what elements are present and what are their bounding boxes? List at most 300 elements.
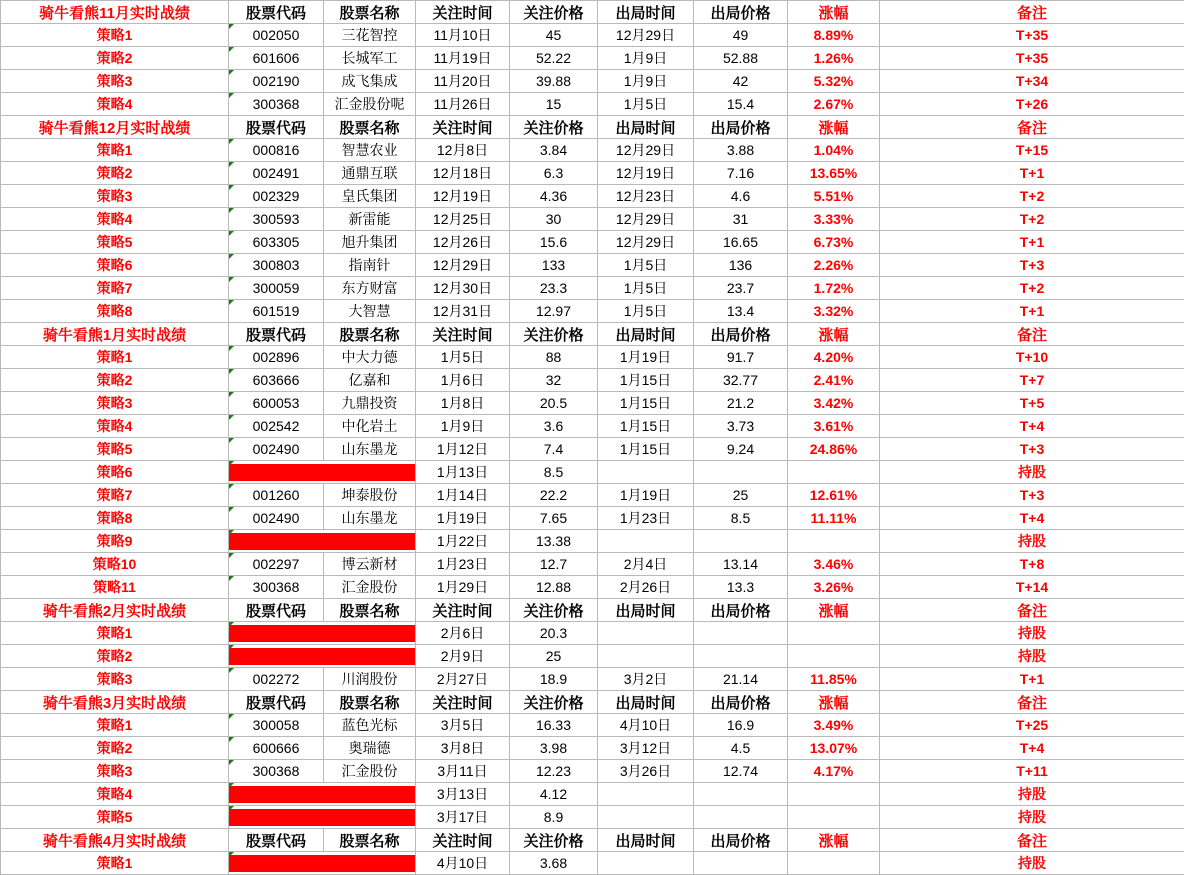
gain-percent: 1.72% xyxy=(788,277,880,300)
exit-date: 3月12日 xyxy=(598,737,694,760)
exit-price: 25 xyxy=(694,484,788,507)
watch-price: 3.68 xyxy=(510,852,598,875)
table-row xyxy=(1,139,1184,162)
watch-date: 12月26日 xyxy=(416,231,510,254)
stock-name: 亿嘉和 xyxy=(324,369,416,392)
column-header: 关注时间 xyxy=(416,691,510,714)
table-row xyxy=(1,622,1184,645)
gain-percent: 2.41% xyxy=(788,369,880,392)
strategy-label: 策略1 xyxy=(1,346,229,369)
note-text: T+35 xyxy=(880,47,1184,70)
watch-date: 12月31日 xyxy=(416,300,510,323)
watch-date: 1月9日 xyxy=(416,415,510,438)
exit-price: 13.14 xyxy=(694,553,788,576)
column-header: 备注 xyxy=(880,691,1184,714)
strategy-label: 策略2 xyxy=(1,47,229,70)
note-text: 持股 xyxy=(880,461,1184,484)
table-row xyxy=(1,438,1184,461)
watch-date: 3月13日 xyxy=(416,783,510,806)
note-text: T+14 xyxy=(880,576,1184,599)
watch-date: 1月14日 xyxy=(416,484,510,507)
stock-code: 002050 xyxy=(229,24,324,47)
section-header-row xyxy=(1,691,1184,714)
column-header: 备注 xyxy=(880,116,1184,139)
table-row xyxy=(1,47,1184,70)
watch-date: 2月27日 xyxy=(416,668,510,691)
exit-price: 4.5 xyxy=(694,737,788,760)
column-header: 出局价格 xyxy=(694,116,788,139)
gain-percent: 5.51% xyxy=(788,185,880,208)
column-header: 出局时间 xyxy=(598,116,694,139)
watch-price: 25 xyxy=(510,645,598,668)
watch-price: 18.9 xyxy=(510,668,598,691)
exit-date: 1月15日 xyxy=(598,392,694,415)
watch-date: 1月13日 xyxy=(416,461,510,484)
stock-code: 600666 xyxy=(229,737,324,760)
exit-date: 2月4日 xyxy=(598,553,694,576)
table-row xyxy=(1,783,1184,806)
watch-price: 12.7 xyxy=(510,553,598,576)
stock-name: 博云新材 xyxy=(324,553,416,576)
exit-date: 1月19日 xyxy=(598,484,694,507)
exit-price: 21.2 xyxy=(694,392,788,415)
watch-date: 11月20日 xyxy=(416,70,510,93)
watch-price: 45 xyxy=(510,24,598,47)
watch-price: 3.84 xyxy=(510,139,598,162)
exit-date: 12月23日 xyxy=(598,185,694,208)
note-text: T+15 xyxy=(880,139,1184,162)
column-header: 股票代码 xyxy=(229,829,324,852)
exit-price: 16.65 xyxy=(694,231,788,254)
column-header: 出局价格 xyxy=(694,829,788,852)
section-title: 骑牛看熊12月实时战绩 xyxy=(1,116,229,139)
gain-percent: 8.89% xyxy=(788,24,880,47)
stock-name: 蓝色光标 xyxy=(324,714,416,737)
exit-date: 2月26日 xyxy=(598,576,694,599)
strategy-label: 策略5 xyxy=(1,438,229,461)
watch-price: 32 xyxy=(510,369,598,392)
column-header: 股票名称 xyxy=(324,829,416,852)
exit-price xyxy=(694,530,788,553)
table-row xyxy=(1,162,1184,185)
strategy-label: 策略4 xyxy=(1,93,229,116)
stock-name: 智慧农业 xyxy=(324,139,416,162)
exit-price xyxy=(694,461,788,484)
note-text: T+25 xyxy=(880,714,1184,737)
note-text: 持股 xyxy=(880,806,1184,829)
exit-price: 23.7 xyxy=(694,277,788,300)
strategy-label: 策略5 xyxy=(1,231,229,254)
column-header: 关注价格 xyxy=(510,829,598,852)
stock-code: 300803 xyxy=(229,254,324,277)
strategy-label: 策略2 xyxy=(1,162,229,185)
stock-name: 山东墨龙 xyxy=(324,438,416,461)
exit-date: 1月9日 xyxy=(598,70,694,93)
strategy-label: 策略9 xyxy=(1,530,229,553)
gain-percent xyxy=(788,806,880,829)
column-header: 股票代码 xyxy=(229,323,324,346)
stock-name: 中化岩土 xyxy=(324,415,416,438)
exit-date: 1月5日 xyxy=(598,93,694,116)
note-text: T+4 xyxy=(880,415,1184,438)
stock-code: 002542 xyxy=(229,415,324,438)
column-header: 股票代码 xyxy=(229,116,324,139)
watch-price: 8.5 xyxy=(510,461,598,484)
table-row xyxy=(1,185,1184,208)
exit-price xyxy=(694,783,788,806)
exit-price: 21.14 xyxy=(694,668,788,691)
strategy-label: 策略1 xyxy=(1,139,229,162)
note-text: T+2 xyxy=(880,208,1184,231)
gain-percent: 13.65% xyxy=(788,162,880,185)
watch-date: 3月11日 xyxy=(416,760,510,783)
gain-percent: 3.61% xyxy=(788,415,880,438)
watch-date: 4月10日 xyxy=(416,852,510,875)
section-header-row xyxy=(1,116,1184,139)
stock-name: 旭升集团 xyxy=(324,231,416,254)
watch-date: 12月25日 xyxy=(416,208,510,231)
gain-percent: 4.20% xyxy=(788,346,880,369)
watch-date: 12月19日 xyxy=(416,185,510,208)
exit-price: 13.4 xyxy=(694,300,788,323)
note-text: T+4 xyxy=(880,737,1184,760)
strategy-label: 策略11 xyxy=(1,576,229,599)
column-header: 股票名称 xyxy=(324,323,416,346)
exit-date: 4月10日 xyxy=(598,714,694,737)
exit-date: 1月9日 xyxy=(598,47,694,70)
gain-percent: 3.32% xyxy=(788,300,880,323)
watch-price: 39.88 xyxy=(510,70,598,93)
exit-price: 42 xyxy=(694,70,788,93)
exit-price xyxy=(694,852,788,875)
table-row xyxy=(1,507,1184,530)
note-text: T+1 xyxy=(880,162,1184,185)
watch-date: 11月26日 xyxy=(416,93,510,116)
exit-date: 1月5日 xyxy=(598,277,694,300)
redaction-block xyxy=(229,806,416,829)
stock-name: 长城军工 xyxy=(324,47,416,70)
column-header: 备注 xyxy=(880,323,1184,346)
column-header: 关注时间 xyxy=(416,829,510,852)
column-header: 涨幅 xyxy=(788,323,880,346)
exit-price: 91.7 xyxy=(694,346,788,369)
exit-date: 12月29日 xyxy=(598,139,694,162)
column-header: 关注价格 xyxy=(510,116,598,139)
strategy-label: 策略1 xyxy=(1,622,229,645)
stock-code: 601519 xyxy=(229,300,324,323)
watch-date: 1月5日 xyxy=(416,346,510,369)
table-row xyxy=(1,668,1184,691)
note-text: T+35 xyxy=(880,24,1184,47)
stock-code: 002490 xyxy=(229,507,324,530)
column-header: 备注 xyxy=(880,599,1184,622)
table-row xyxy=(1,484,1184,507)
stock-code: 300368 xyxy=(229,93,324,116)
watch-price: 15.6 xyxy=(510,231,598,254)
stock-code: 300058 xyxy=(229,714,324,737)
watch-date: 3月17日 xyxy=(416,806,510,829)
note-text: 持股 xyxy=(880,852,1184,875)
watch-price: 7.65 xyxy=(510,507,598,530)
watch-price: 52.22 xyxy=(510,47,598,70)
gain-percent: 1.26% xyxy=(788,47,880,70)
column-header: 股票名称 xyxy=(324,1,416,24)
gain-percent: 5.32% xyxy=(788,70,880,93)
watch-price: 12.23 xyxy=(510,760,598,783)
stock-code: 001260 xyxy=(229,484,324,507)
watch-date: 1月23日 xyxy=(416,553,510,576)
watch-date: 12月18日 xyxy=(416,162,510,185)
note-text: 持股 xyxy=(880,645,1184,668)
note-text: T+1 xyxy=(880,668,1184,691)
watch-price: 16.33 xyxy=(510,714,598,737)
column-header: 出局价格 xyxy=(694,323,788,346)
stock-code: 603305 xyxy=(229,231,324,254)
watch-price: 15 xyxy=(510,93,598,116)
strategy-label: 策略3 xyxy=(1,668,229,691)
strategy-label: 策略3 xyxy=(1,760,229,783)
stock-code: 601606 xyxy=(229,47,324,70)
exit-price: 8.5 xyxy=(694,507,788,530)
stock-code: 300059 xyxy=(229,277,324,300)
column-header: 关注时间 xyxy=(416,116,510,139)
column-header: 关注价格 xyxy=(510,1,598,24)
strategy-label: 策略4 xyxy=(1,415,229,438)
stock-code: 300368 xyxy=(229,760,324,783)
exit-date: 1月23日 xyxy=(598,507,694,530)
note-text: T+34 xyxy=(880,70,1184,93)
column-header: 关注价格 xyxy=(510,323,598,346)
note-text: T+8 xyxy=(880,553,1184,576)
watch-date: 1月19日 xyxy=(416,507,510,530)
note-text: T+7 xyxy=(880,369,1184,392)
strategy-label: 策略1 xyxy=(1,852,229,875)
table-row xyxy=(1,806,1184,829)
redaction-block xyxy=(229,622,416,645)
column-header: 出局价格 xyxy=(694,691,788,714)
gain-percent xyxy=(788,622,880,645)
stock-name: 三花智控 xyxy=(324,24,416,47)
strategy-label: 策略1 xyxy=(1,714,229,737)
watch-price: 8.9 xyxy=(510,806,598,829)
exit-price: 49 xyxy=(694,24,788,47)
exit-price: 15.4 xyxy=(694,93,788,116)
strategy-label: 策略7 xyxy=(1,277,229,300)
stock-name: 坤泰股份 xyxy=(324,484,416,507)
exit-date xyxy=(598,622,694,645)
column-header: 涨幅 xyxy=(788,599,880,622)
watch-price: 22.2 xyxy=(510,484,598,507)
note-text: T+4 xyxy=(880,507,1184,530)
stock-code: 000816 xyxy=(229,139,324,162)
watch-price: 20.5 xyxy=(510,392,598,415)
exit-price xyxy=(694,645,788,668)
table-row xyxy=(1,254,1184,277)
note-text: T+1 xyxy=(880,300,1184,323)
column-header: 备注 xyxy=(880,1,1184,24)
stock-code: 002329 xyxy=(229,185,324,208)
watch-date: 1月8日 xyxy=(416,392,510,415)
note-text: T+1 xyxy=(880,231,1184,254)
stock-name: 奥瑞德 xyxy=(324,737,416,760)
watch-price: 4.12 xyxy=(510,783,598,806)
strategy-label: 策略3 xyxy=(1,185,229,208)
watch-date: 3月8日 xyxy=(416,737,510,760)
table-row xyxy=(1,576,1184,599)
exit-price: 12.74 xyxy=(694,760,788,783)
section-title: 骑牛看熊4月实时战绩 xyxy=(1,829,229,852)
stock-name: 东方财富 xyxy=(324,277,416,300)
watch-date: 12月8日 xyxy=(416,139,510,162)
stock-name: 成飞集成 xyxy=(324,70,416,93)
column-header: 涨幅 xyxy=(788,116,880,139)
column-header: 出局时间 xyxy=(598,599,694,622)
section-title: 骑牛看熊3月实时战绩 xyxy=(1,691,229,714)
gain-percent xyxy=(788,852,880,875)
column-header: 出局价格 xyxy=(694,1,788,24)
column-header: 备注 xyxy=(880,829,1184,852)
note-text: T+3 xyxy=(880,484,1184,507)
exit-date xyxy=(598,461,694,484)
strategy-label: 策略2 xyxy=(1,369,229,392)
table-row xyxy=(1,231,1184,254)
column-header: 股票名称 xyxy=(324,116,416,139)
watch-date: 3月5日 xyxy=(416,714,510,737)
table-row xyxy=(1,415,1184,438)
column-header: 股票代码 xyxy=(229,599,324,622)
exit-date: 12月29日 xyxy=(598,208,694,231)
exit-price: 16.9 xyxy=(694,714,788,737)
gain-percent: 4.17% xyxy=(788,760,880,783)
exit-price: 9.24 xyxy=(694,438,788,461)
watch-date: 11月19日 xyxy=(416,47,510,70)
note-text: T+5 xyxy=(880,392,1184,415)
column-header: 出局时间 xyxy=(598,829,694,852)
gain-percent: 3.33% xyxy=(788,208,880,231)
exit-price: 7.16 xyxy=(694,162,788,185)
strategy-label: 策略5 xyxy=(1,806,229,829)
table-row xyxy=(1,852,1184,875)
gain-percent xyxy=(788,530,880,553)
column-header: 涨幅 xyxy=(788,691,880,714)
strategy-label: 策略10 xyxy=(1,553,229,576)
table-row xyxy=(1,300,1184,323)
column-header: 出局价格 xyxy=(694,599,788,622)
note-text: T+2 xyxy=(880,277,1184,300)
exit-price: 32.77 xyxy=(694,369,788,392)
stock-name: 汇金股份 xyxy=(324,760,416,783)
note-text: T+26 xyxy=(880,93,1184,116)
exit-date xyxy=(598,806,694,829)
table-row xyxy=(1,277,1184,300)
exit-date xyxy=(598,783,694,806)
watch-date: 1月29日 xyxy=(416,576,510,599)
watch-price: 133 xyxy=(510,254,598,277)
watch-price: 6.3 xyxy=(510,162,598,185)
column-header: 股票代码 xyxy=(229,691,324,714)
exit-date: 12月19日 xyxy=(598,162,694,185)
column-header: 关注时间 xyxy=(416,1,510,24)
stock-code: 002491 xyxy=(229,162,324,185)
exit-date xyxy=(598,530,694,553)
stock-code: 603666 xyxy=(229,369,324,392)
watch-price: 30 xyxy=(510,208,598,231)
watch-price: 20.3 xyxy=(510,622,598,645)
strategy-label: 策略4 xyxy=(1,783,229,806)
table-row xyxy=(1,553,1184,576)
stock-name: 山东墨龙 xyxy=(324,507,416,530)
stock-name: 汇金股份呢 xyxy=(324,93,416,116)
strategy-label: 策略1 xyxy=(1,24,229,47)
exit-price: 3.73 xyxy=(694,415,788,438)
note-text: T+10 xyxy=(880,346,1184,369)
column-header: 关注价格 xyxy=(510,691,598,714)
strategy-label: 策略6 xyxy=(1,254,229,277)
redaction-block xyxy=(229,645,416,668)
exit-date xyxy=(598,852,694,875)
exit-date: 1月19日 xyxy=(598,346,694,369)
exit-date: 3月26日 xyxy=(598,760,694,783)
stock-name: 皇氏集团 xyxy=(324,185,416,208)
gain-percent: 6.73% xyxy=(788,231,880,254)
table-row xyxy=(1,346,1184,369)
watch-price: 12.88 xyxy=(510,576,598,599)
section-title: 骑牛看熊1月实时战绩 xyxy=(1,323,229,346)
exit-price: 13.3 xyxy=(694,576,788,599)
watch-price: 88 xyxy=(510,346,598,369)
exit-date: 1月15日 xyxy=(598,438,694,461)
stock-name: 新雷能 xyxy=(324,208,416,231)
stock-code: 300593 xyxy=(229,208,324,231)
watch-price: 3.6 xyxy=(510,415,598,438)
table-row xyxy=(1,70,1184,93)
exit-price: 31 xyxy=(694,208,788,231)
note-text: 持股 xyxy=(880,622,1184,645)
column-header: 关注时间 xyxy=(416,323,510,346)
stock-code: 002490 xyxy=(229,438,324,461)
watch-date: 11月10日 xyxy=(416,24,510,47)
exit-date xyxy=(598,645,694,668)
gain-percent: 11.11% xyxy=(788,507,880,530)
gain-percent: 2.67% xyxy=(788,93,880,116)
table-row xyxy=(1,530,1184,553)
stock-code: 002272 xyxy=(229,668,324,691)
watch-date: 1月12日 xyxy=(416,438,510,461)
stock-name: 九鼎投资 xyxy=(324,392,416,415)
strategy-label: 策略3 xyxy=(1,392,229,415)
column-header: 股票名称 xyxy=(324,599,416,622)
strategy-label: 策略2 xyxy=(1,645,229,668)
stock-name: 川润股份 xyxy=(324,668,416,691)
gain-percent: 3.49% xyxy=(788,714,880,737)
section-header-row xyxy=(1,829,1184,852)
gain-percent: 11.85% xyxy=(788,668,880,691)
gain-percent: 13.07% xyxy=(788,737,880,760)
gain-percent: 1.04% xyxy=(788,139,880,162)
table-row xyxy=(1,760,1184,783)
table-row xyxy=(1,461,1184,484)
column-header: 关注时间 xyxy=(416,599,510,622)
gain-percent: 2.26% xyxy=(788,254,880,277)
redaction-block xyxy=(229,530,416,553)
watch-price: 3.98 xyxy=(510,737,598,760)
watch-price: 4.36 xyxy=(510,185,598,208)
gain-percent: 3.46% xyxy=(788,553,880,576)
watch-price: 23.3 xyxy=(510,277,598,300)
stock-code: 300368 xyxy=(229,576,324,599)
watch-date: 12月30日 xyxy=(416,277,510,300)
watch-date: 12月29日 xyxy=(416,254,510,277)
